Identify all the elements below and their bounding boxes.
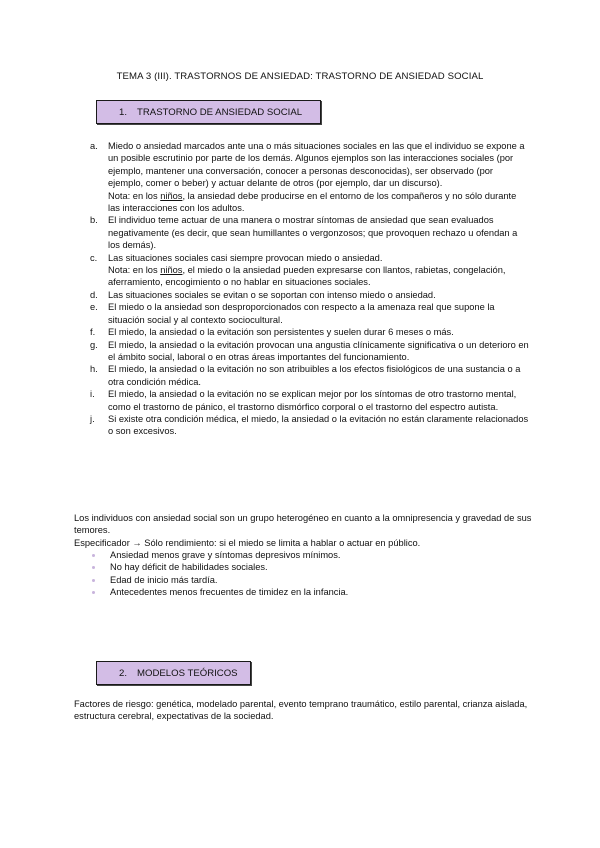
criterion-item [90, 140, 530, 214]
criterion-marker: f. [90, 327, 96, 338]
section-heading-box [96, 100, 321, 124]
criterion-marker: j. [90, 413, 95, 424]
criteria-list [90, 140, 530, 438]
criterion-text: Las situaciones sociales casi siempre provocan miedo o ansiedad. [108, 252, 383, 263]
criterion-item [90, 363, 530, 388]
note-underlined: niños [160, 265, 183, 276]
criterion-item [90, 339, 530, 364]
criterion-item [90, 214, 530, 251]
criterion-marker: h. [90, 364, 98, 375]
note-prefix: Nota: en los [108, 190, 161, 201]
specifier-bullet-list [90, 549, 348, 599]
criterion-item [90, 301, 530, 326]
criterion-text: El miedo, la ansiedad o la evitación no son atribuibles a los efectos fisiológicos de una sustancia o a otra condición médica. [108, 364, 521, 387]
document-title: TEMA 3 (III). TRASTORNOS DE ANSIEDAD: TRASTORNO DE ANSIEDAD SOCIAL [116, 71, 484, 82]
risk-factors-paragraph: Factores de riesgo: genética, modelado parental, evento temprano traumático, estilo parental, crianza aislada, estructura cerebral, expectativas de la sociedad. [74, 699, 528, 722]
criterion-text: El individuo teme actuar de una manera o mostrar síntomas de ansiedad que sean evaluados negativamente (es decir, que sean humillantes o vergonzosos; que provoquen rechazo u ofendan a los demás). [108, 215, 518, 251]
criterion-marker: d. [90, 289, 98, 300]
criterion-text: Miedo o ansiedad marcados ante una o más situaciones sociales en las que el individuo se expone a un posible escrutinio por parte de los demás. Algunos ejemplos son las interacciones sociales (por ejemplo, mantener una conversación, conocer a personas desconocidas), ser observado (por ejemplo, comer o beber) y actuar delante de otros (por ejemplo, dar un discurso). [108, 141, 525, 189]
criterion-item [90, 326, 530, 338]
bullet-item [90, 549, 348, 561]
note-suffix: , el miedo o la ansiedad pueden expresarse con llantos, rabietas, congelación, aferramiento, encogimiento o no hablar en situaciones sociales. [108, 265, 506, 288]
bullet-dot-icon [92, 554, 95, 557]
criterion-note [108, 264, 530, 289]
section-number: 1. [119, 106, 128, 118]
section-number: 2. [119, 667, 128, 679]
heterogeneity-paragraph: Los individuos con ansiedad social son un grupo heterogéneo en cuanto a la omnipresencia y gravedad de sus temores. [74, 513, 532, 536]
criterion-note [108, 190, 530, 215]
section-heading-box [96, 661, 251, 685]
criterion-item [90, 289, 530, 301]
bullet-dot-icon [92, 566, 95, 569]
bullet-item [90, 574, 348, 586]
section-label: MODELOS TEÓRICOS [137, 667, 238, 679]
criterion-marker: e. [90, 302, 98, 313]
bullet-dot-icon [92, 579, 95, 582]
section-label: TRASTORNO DE ANSIEDAD SOCIAL [137, 106, 303, 118]
criterion-text: El miedo o la ansiedad son desproporcionados con respecto a la amenaza real que supone la situación social y al contexto sociocultural. [108, 302, 495, 325]
bullet-text: No hay déficit de habilidades sociales. [110, 562, 268, 573]
criterion-item [90, 413, 530, 438]
criterion-item [90, 252, 530, 289]
criterion-item [90, 388, 530, 413]
criterion-text: El miedo, la ansiedad o la evitación provocan una angustia clínicamente significativa o un deterioro en el ámbito social, laboral o en otras áreas importantes del funcionamiento. [108, 339, 529, 362]
criterion-marker: g. [90, 339, 98, 350]
criterion-text: Las situaciones sociales se evitan o se soportan con intenso miedo o ansiedad. [108, 289, 436, 300]
note-suffix: , la ansiedad debe producirse en el entorno de los compañeros y no sólo durante las interacciones con los adultos. [108, 190, 517, 214]
bullet-dot-icon [92, 591, 95, 594]
note-prefix: Nota: en los [108, 265, 161, 276]
criterion-marker: b. [90, 215, 98, 226]
criterion-marker: c. [90, 252, 98, 263]
bullet-item [90, 561, 348, 573]
bullet-text: Ansiedad menos grave y síntomas depresivos mínimos. [110, 550, 341, 560]
criterion-text: El miedo, la ansiedad o la evitación no se explican mejor por los síntomas de otro trastorno mental, como el trastorno de pánico, el trastorno dismórfico corporal o el trastorno del espectro autista. [108, 389, 517, 412]
bullet-text: Antecedentes menos frecuentes de timidez en la infancia. [110, 587, 349, 598]
specifier-line: Especificador → Sólo rendimiento: si el miedo se limita a hablar o actuar en público. [74, 538, 421, 548]
criterion-marker: i. [90, 389, 95, 400]
criterion-text: El miedo, la ansiedad o la evitación son persistentes y suelen durar 6 meses o más. [108, 327, 454, 338]
bullet-item [90, 586, 348, 598]
criterion-text: Si existe otra condición médica, el miedo, la ansiedad o la evitación no están claramente relacionados o son excesivos. [108, 413, 529, 437]
bullet-text: Edad de inicio más tardía. [110, 574, 218, 585]
criterion-marker: a. [90, 141, 98, 151]
note-underlined: niños [160, 190, 183, 201]
